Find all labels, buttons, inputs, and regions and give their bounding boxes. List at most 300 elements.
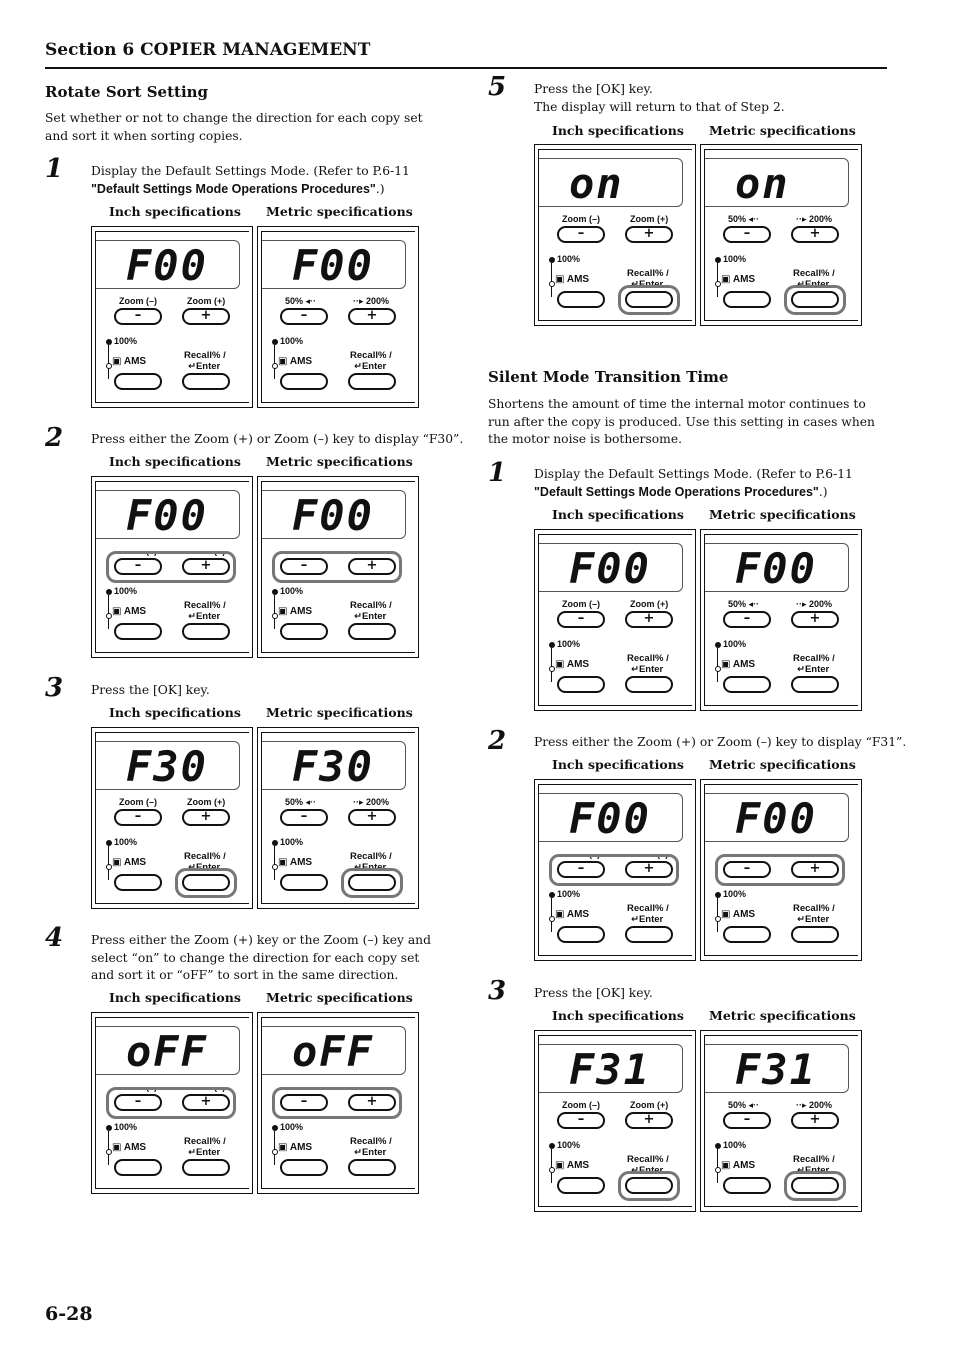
- recall-text: Recall% /: [627, 1154, 669, 1165]
- led-100-indicator: [715, 892, 721, 898]
- ams-label: ▣ AMS: [112, 356, 147, 367]
- recall-enter-label: [793, 903, 835, 925]
- control-panel-metric: [257, 1012, 419, 1194]
- minus-icon: –: [300, 809, 308, 824]
- control-panel-metric: [700, 144, 862, 326]
- enter-word: Enter: [638, 1165, 664, 1176]
- recall-enter-label: [184, 1136, 226, 1158]
- display-code: F00: [126, 241, 208, 290]
- led-100-indicator: [715, 257, 721, 263]
- minus-icon: –: [134, 809, 142, 824]
- zoom-minus-label: Zoom (–): [562, 214, 600, 224]
- zoom-minus-label: Zoom (–): [119, 797, 157, 807]
- recall-text: Recall% /: [184, 1136, 226, 1147]
- lcd-display: [96, 741, 240, 790]
- plus-icon: +: [200, 809, 212, 824]
- step-number: 2: [45, 423, 64, 453]
- step-text-tail: .): [375, 181, 385, 196]
- ams-text: AMS: [566, 659, 590, 670]
- zoom-plus-label: Zoom (+): [630, 1100, 669, 1110]
- caption-inch: Inch specifications: [552, 123, 684, 138]
- zoom-plus-label: Zoom (+): [630, 599, 669, 609]
- caption-metric: Metric specifications: [266, 204, 413, 219]
- zoom-minus-button[interactable]: [723, 1112, 771, 1129]
- zoom-minus-button[interactable]: [280, 308, 328, 325]
- lcd-display: [96, 240, 240, 289]
- ams-button[interactable]: [557, 291, 605, 308]
- zoom-plus-label: Zoom (+): [187, 296, 226, 306]
- led-100-label: 100%: [557, 889, 581, 899]
- zoom-plus-button[interactable]: [791, 226, 839, 243]
- caption-metric: Metric specifications: [709, 1008, 856, 1023]
- ams-text: AMS: [289, 1142, 313, 1153]
- led-100-label: 100%: [114, 586, 138, 596]
- ams-label: ▣ AMS: [278, 857, 313, 868]
- zoom-plus-button[interactable]: [625, 226, 673, 243]
- plus-icon: +: [809, 611, 821, 626]
- ams-button[interactable]: [280, 1159, 328, 1176]
- recall-text: Recall% /: [627, 903, 669, 914]
- zoom-plus-label: ··▸ 200%: [796, 1100, 833, 1110]
- recall-text: Recall% /: [350, 350, 392, 361]
- rotate-sort-heading: Rotate Sort Setting: [45, 83, 209, 101]
- enter-text: ↵Enter: [354, 1147, 387, 1158]
- ams-button[interactable]: [280, 623, 328, 640]
- control-panel-inch: [91, 476, 253, 658]
- zoom-plus-label: ··▸ 200%: [796, 214, 833, 224]
- led-100-label: 100%: [723, 254, 747, 264]
- enter-text: ↵Enter: [797, 664, 830, 675]
- step-number: 5: [488, 72, 507, 102]
- plus-icon: +: [643, 1112, 655, 1127]
- minus-icon: –: [300, 558, 308, 573]
- minus-icon: –: [743, 226, 751, 241]
- recall-text: Recall% /: [793, 653, 835, 664]
- display-code: on: [735, 159, 790, 208]
- zoom-minus-button[interactable]: [114, 809, 162, 826]
- control-panel-metric: [257, 226, 419, 408]
- enter-word: Enter: [195, 361, 221, 372]
- zoom-minus-label: 50% ◂··: [728, 599, 760, 609]
- ams-button[interactable]: [114, 373, 162, 390]
- caption-metric: Metric specifications: [709, 757, 856, 772]
- ams-text: AMS: [123, 606, 147, 617]
- zoom-keys-highlight: [549, 854, 679, 886]
- led-100-label: 100%: [557, 1140, 581, 1150]
- ams-label: ▣ AMS: [112, 606, 147, 617]
- led-100-indicator: [106, 339, 112, 345]
- enter-word: Enter: [638, 914, 664, 925]
- enter-word: Enter: [804, 279, 830, 290]
- lcd-display: [262, 240, 406, 289]
- step-number: 1: [45, 154, 64, 184]
- led-100-indicator: [272, 1125, 278, 1131]
- lcd-display: [705, 543, 849, 592]
- silent-mode-heading: Silent Mode Transition Time: [488, 368, 729, 386]
- control-panel-inch: [91, 1012, 253, 1194]
- led-100-indicator: [715, 1143, 721, 1149]
- plus-icon: +: [366, 809, 378, 824]
- control-panel-metric: [700, 529, 862, 711]
- display-code: F00: [569, 794, 651, 843]
- lcd-display: [705, 1044, 849, 1093]
- step-text: Press the [OK] key.: [91, 683, 210, 697]
- zoom-plus-button[interactable]: [791, 611, 839, 628]
- led-100-indicator: [272, 339, 278, 345]
- minus-icon: –: [743, 1112, 751, 1127]
- ams-text: AMS: [123, 857, 147, 868]
- control-panel-inch: [91, 727, 253, 909]
- enter-text: ↵Enter: [188, 862, 221, 873]
- minus-icon: –: [300, 1094, 308, 1109]
- zoom-minus-button[interactable]: [723, 611, 771, 628]
- enter-text: ↵Enter: [797, 1165, 830, 1176]
- led-100-label: 100%: [723, 1140, 747, 1150]
- step-text: [534, 466, 884, 501]
- ams-text: AMS: [123, 356, 147, 367]
- enter-text: ↵Enter: [354, 611, 387, 622]
- ams-button[interactable]: [557, 676, 605, 693]
- panel-pair: [534, 144, 864, 326]
- display-code: F00: [126, 491, 208, 540]
- caption-metric: Metric specifications: [266, 454, 413, 469]
- display-code: F30: [292, 742, 374, 791]
- step-text-bold: "Default Settings Mode Operations Procedures": [534, 484, 819, 499]
- led-100-label: 100%: [557, 254, 581, 264]
- enter-key-highlight: [618, 1171, 680, 1201]
- led-100-indicator: [272, 589, 278, 595]
- step-number: 3: [45, 673, 64, 703]
- led-100-indicator: [272, 840, 278, 846]
- ams-label: ▣ AMS: [112, 857, 147, 868]
- ams-label: ▣ AMS: [555, 274, 590, 285]
- caption-inch: Inch specifications: [109, 990, 241, 1005]
- ams-button[interactable]: [114, 623, 162, 640]
- minus-icon: –: [743, 861, 751, 876]
- control-panel-metric: [700, 779, 862, 961]
- recall-enter-label: [350, 350, 392, 372]
- enter-key-highlight: [341, 868, 403, 898]
- silent-mode-intro: Shortens the amount of time the internal motor continues to run after the copy is produced. Use this setting in cases when the motor noise is bothersome.: [488, 397, 875, 447]
- led-100-label: 100%: [280, 586, 304, 596]
- ams-text: AMS: [566, 1160, 590, 1171]
- step-text-main: Display the Default Settings Mode. (Refer to P.6-11: [91, 164, 410, 178]
- plus-icon: +: [809, 861, 821, 876]
- caption-inch: Inch specifications: [109, 204, 241, 219]
- recall-text: Recall% /: [793, 1154, 835, 1165]
- plus-icon: +: [200, 1094, 212, 1109]
- ams-label: ▣ AMS: [721, 659, 756, 670]
- enter-word: Enter: [361, 361, 387, 372]
- led-100-indicator: [106, 589, 112, 595]
- plus-icon: +: [809, 1112, 821, 1127]
- display-code: on: [569, 159, 624, 208]
- enter-key-highlight: [175, 868, 237, 898]
- zoom-plus-label: ··▸ 200%: [796, 599, 833, 609]
- lcd-display: [262, 1026, 406, 1075]
- plus-icon: +: [809, 226, 821, 241]
- enter-button[interactable]: [182, 373, 230, 390]
- enter-word: Enter: [195, 1147, 221, 1158]
- step-number: 4: [45, 923, 64, 953]
- ams-button[interactable]: [280, 373, 328, 390]
- lcd-display: [539, 793, 683, 842]
- zoom-minus-button[interactable]: [557, 611, 605, 628]
- led-100-indicator: [549, 642, 555, 648]
- minus-icon: –: [134, 1094, 142, 1109]
- zoom-minus-label: 50% ◂··: [285, 296, 317, 306]
- enter-word: Enter: [638, 664, 664, 675]
- ams-label: ▣ AMS: [112, 1142, 147, 1153]
- recall-enter-label: [627, 903, 669, 925]
- zoom-plus-button[interactable]: [348, 809, 396, 826]
- lcd-display: [705, 793, 849, 842]
- enter-word: Enter: [195, 862, 221, 873]
- zoom-plus-button[interactable]: [182, 809, 230, 826]
- ams-text: AMS: [289, 356, 313, 367]
- control-panel-inch: [534, 1030, 696, 1212]
- zoom-minus-label: Zoom (–): [562, 599, 600, 609]
- led-100-indicator: [106, 840, 112, 846]
- enter-word: Enter: [804, 914, 830, 925]
- ams-label: ▣ AMS: [721, 1160, 756, 1171]
- step-text-bold: "Default Settings Mode Operations Procedures": [91, 181, 376, 196]
- caption-metric: Metric specifications: [709, 123, 856, 138]
- zoom-minus-button[interactable]: [280, 809, 328, 826]
- recall-text: Recall% /: [627, 268, 669, 279]
- step-text-tail: .): [818, 484, 828, 499]
- display-code: F00: [735, 544, 817, 593]
- control-panel-inch: [534, 779, 696, 961]
- enter-button[interactable]: [348, 373, 396, 390]
- caption-inch: Inch specifications: [109, 705, 241, 720]
- zoom-plus-label: Zoom (+): [630, 214, 669, 224]
- led-100-label: 100%: [723, 639, 747, 649]
- caption-inch: Inch specifications: [552, 507, 684, 522]
- caption-inch: Inch specifications: [552, 1008, 684, 1023]
- control-panel-metric: [257, 476, 419, 658]
- step-text: Press either the Zoom (+) key or the Zoom (–) key and select “on” to change the direction for each copy set and sort it or “oFF” to sort in the same direction.: [91, 933, 431, 983]
- zoom-minus-label: Zoom (–): [119, 296, 157, 306]
- page-number: 6-28: [45, 1303, 93, 1325]
- zoom-plus-button[interactable]: [625, 611, 673, 628]
- zoom-plus-label: ··▸ 200%: [353, 296, 390, 306]
- led-100-label: 100%: [280, 1122, 304, 1132]
- recall-enter-label: [627, 653, 669, 675]
- control-panel-inch: [91, 226, 253, 408]
- ams-text: AMS: [732, 274, 756, 285]
- ams-button[interactable]: [114, 1159, 162, 1176]
- recall-enter-label: [350, 600, 392, 622]
- recall-text: Recall% /: [350, 1136, 392, 1147]
- recall-enter-label: [350, 1136, 392, 1158]
- minus-icon: –: [743, 611, 751, 626]
- enter-word: Enter: [638, 279, 664, 290]
- panel-pair: [534, 529, 864, 711]
- enter-button[interactable]: [625, 926, 673, 943]
- enter-key-highlight: [784, 1171, 846, 1201]
- led-100-label: 100%: [114, 837, 138, 847]
- display-code: oFF: [126, 1027, 208, 1076]
- zoom-plus-button[interactable]: [182, 308, 230, 325]
- zoom-minus-label: 50% ◂··: [285, 797, 317, 807]
- enter-text: ↵Enter: [188, 361, 221, 372]
- ams-label: ▣ AMS: [278, 356, 313, 367]
- led-100-label: 100%: [280, 336, 304, 346]
- step-text-main: Press the [OK] key.: [534, 82, 653, 96]
- recall-text: Recall% /: [184, 600, 226, 611]
- ams-label: ▣ AMS: [721, 909, 756, 920]
- panel-pair: [534, 779, 864, 961]
- ams-button[interactable]: [114, 874, 162, 891]
- step-number: 1: [488, 458, 507, 488]
- enter-text: ↵Enter: [188, 1147, 221, 1158]
- zoom-plus-button[interactable]: [348, 308, 396, 325]
- minus-icon: –: [134, 558, 142, 573]
- plus-icon: +: [643, 861, 655, 876]
- led-100-label: 100%: [114, 1122, 138, 1132]
- enter-word: Enter: [804, 1165, 830, 1176]
- ams-text: AMS: [566, 909, 590, 920]
- lcd-display: [262, 490, 406, 539]
- zoom-keys-highlight: [106, 551, 236, 583]
- enter-text: ↵Enter: [631, 914, 664, 925]
- enter-word: Enter: [361, 1147, 387, 1158]
- enter-button[interactable]: [348, 1159, 396, 1176]
- ams-text: AMS: [732, 659, 756, 670]
- ams-label: ▣ AMS: [555, 1160, 590, 1171]
- recall-text: Recall% /: [793, 903, 835, 914]
- minus-icon: –: [134, 308, 142, 323]
- caption-metric: Metric specifications: [266, 990, 413, 1005]
- display-code: F00: [569, 544, 651, 593]
- enter-word: Enter: [804, 664, 830, 675]
- enter-text: ↵Enter: [354, 361, 387, 372]
- caption-inch: Inch specifications: [109, 454, 241, 469]
- zoom-minus-button[interactable]: [114, 308, 162, 325]
- lcd-display: [262, 741, 406, 790]
- ams-button[interactable]: [723, 676, 771, 693]
- zoom-keys-highlight: [106, 1087, 236, 1119]
- ams-button[interactable]: [280, 874, 328, 891]
- ams-button[interactable]: [723, 926, 771, 943]
- enter-key-highlight: [784, 285, 846, 315]
- zoom-keys-highlight: [272, 1087, 402, 1119]
- enter-text: ↵Enter: [797, 279, 830, 290]
- plus-icon: +: [643, 226, 655, 241]
- ams-text: AMS: [566, 274, 590, 285]
- step-text-main: Display the Default Settings Mode. (Refer to P.6-11: [534, 467, 853, 481]
- step-text-second: The display will return to that of Step 2.: [534, 99, 785, 114]
- minus-icon: –: [577, 611, 585, 626]
- caption-metric: Metric specifications: [266, 705, 413, 720]
- enter-button[interactable]: [625, 676, 673, 693]
- enter-button[interactable]: [791, 676, 839, 693]
- zoom-plus-label: ··▸ 200%: [353, 797, 390, 807]
- led-100-indicator: [549, 257, 555, 263]
- step-number: 2: [488, 726, 507, 756]
- display-code: F00: [735, 794, 817, 843]
- recall-enter-label: [793, 653, 835, 675]
- enter-word: Enter: [195, 611, 221, 622]
- control-panel-inch: [534, 144, 696, 326]
- minus-icon: –: [577, 861, 585, 876]
- recall-text: Recall% /: [184, 350, 226, 361]
- led-100-label: 100%: [557, 639, 581, 649]
- display-code: F30: [126, 742, 208, 791]
- lcd-display: [539, 543, 683, 592]
- rotate-sort-intro: Set whether or not to change the direction for each copy set and sort it when sorting copies.: [45, 111, 423, 143]
- zoom-minus-button[interactable]: [557, 1112, 605, 1129]
- recall-text: Recall% /: [350, 851, 392, 862]
- enter-text: ↵Enter: [797, 914, 830, 925]
- panel-pair: [91, 1012, 421, 1194]
- enter-button[interactable]: [791, 926, 839, 943]
- zoom-minus-button[interactable]: [557, 226, 605, 243]
- enter-word: Enter: [361, 611, 387, 622]
- lcd-display: [96, 490, 240, 539]
- led-100-indicator: [106, 1125, 112, 1131]
- ams-label: ▣ AMS: [555, 659, 590, 670]
- enter-text: ↵Enter: [631, 279, 664, 290]
- led-100-indicator: [715, 642, 721, 648]
- step-text: Press either the Zoom (+) or Zoom (–) key to display “F31”.: [534, 735, 907, 749]
- zoom-minus-button[interactable]: [723, 226, 771, 243]
- enter-button[interactable]: [182, 1159, 230, 1176]
- enter-button[interactable]: [348, 623, 396, 640]
- ams-text: AMS: [289, 606, 313, 617]
- zoom-minus-label: 50% ◂··: [728, 1100, 760, 1110]
- zoom-plus-button[interactable]: [625, 1112, 673, 1129]
- zoom-minus-label: Zoom (–): [562, 1100, 600, 1110]
- ams-text: AMS: [123, 1142, 147, 1153]
- zoom-plus-label: Zoom (+): [187, 797, 226, 807]
- led-100-indicator: [549, 892, 555, 898]
- lcd-display: [96, 1026, 240, 1075]
- zoom-keys-highlight: [272, 551, 402, 583]
- enter-word: Enter: [361, 862, 387, 873]
- control-panel-metric: [257, 727, 419, 909]
- lcd-display: [539, 1044, 683, 1093]
- step-text: Press either the Zoom (+) or Zoom (–) key to display “F30”.: [91, 432, 464, 446]
- minus-icon: –: [300, 308, 308, 323]
- control-panel-metric: [700, 1030, 862, 1212]
- section-header: Section 6 COPIER MANAGEMENT: [45, 40, 371, 60]
- plus-icon: +: [366, 308, 378, 323]
- panel-pair: [91, 226, 421, 408]
- ams-button[interactable]: [723, 291, 771, 308]
- ams-label: ▣ AMS: [278, 1142, 313, 1153]
- ams-button[interactable]: [557, 1177, 605, 1194]
- lcd-display: [705, 158, 849, 207]
- ams-button[interactable]: [557, 926, 605, 943]
- enter-button[interactable]: [182, 623, 230, 640]
- header-rule: [45, 67, 887, 69]
- ams-button[interactable]: [723, 1177, 771, 1194]
- enter-key-highlight: [618, 285, 680, 315]
- zoom-keys-highlight: [715, 854, 845, 886]
- caption-inch: Inch specifications: [552, 757, 684, 772]
- zoom-plus-button[interactable]: [791, 1112, 839, 1129]
- step-number: 3: [488, 976, 507, 1006]
- ams-label: ▣ AMS: [278, 606, 313, 617]
- enter-text: ↵Enter: [188, 611, 221, 622]
- led-100-label: 100%: [723, 889, 747, 899]
- ams-text: AMS: [732, 909, 756, 920]
- ams-text: AMS: [289, 857, 313, 868]
- plus-icon: +: [200, 308, 212, 323]
- minus-icon: –: [577, 1112, 585, 1127]
